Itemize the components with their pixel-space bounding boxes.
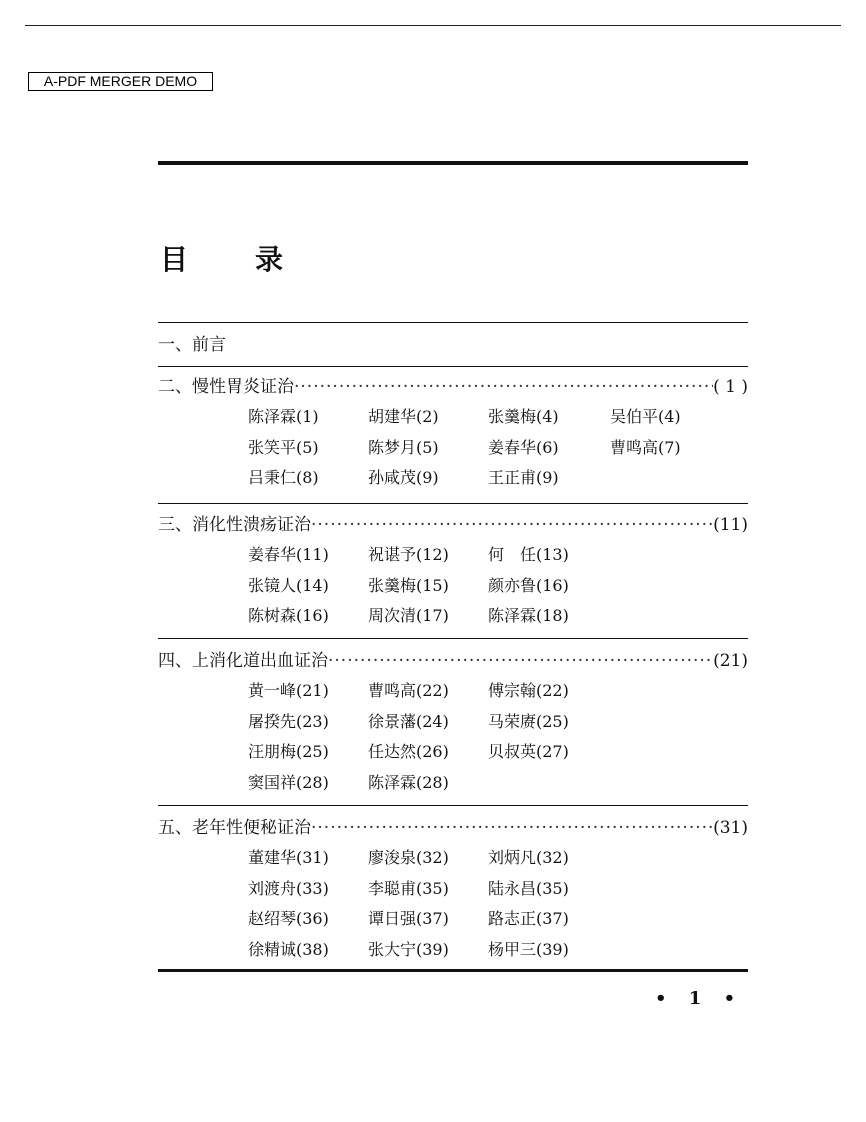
- toc-entry[interactable]: [158, 372, 748, 402]
- author-row: [158, 874, 748, 905]
- divider: [158, 503, 748, 504]
- leader-dots: [311, 510, 713, 540]
- toc-section: [158, 813, 748, 965]
- author-entry[interactable]: 张镜人(14): [248, 575, 329, 595]
- author-entry[interactable]: 赵绍琴(36): [248, 909, 329, 928]
- leader-dots: [328, 646, 713, 676]
- author-entry[interactable]: 董建华(31): [248, 848, 329, 867]
- author-entry[interactable]: 徐景藩(24): [368, 711, 449, 731]
- divider: [158, 638, 748, 639]
- toc-label: 三、消化性溃疡证治: [158, 515, 311, 535]
- author-entry[interactable]: 胡建华(2): [368, 407, 439, 426]
- author-entry[interactable]: 陈泽霖(28): [368, 772, 449, 792]
- author-row: [158, 676, 748, 707]
- author-entry[interactable]: 屠揆先(23): [248, 711, 329, 731]
- author-entry[interactable]: 陈泽霖(18): [488, 606, 569, 625]
- author-row: [158, 571, 748, 602]
- author-entry[interactable]: 祝谌予(12): [368, 545, 449, 564]
- author-entry[interactable]: 汪朋梅(25): [248, 742, 329, 761]
- divider: [158, 366, 748, 367]
- author-entry[interactable]: 吕秉仁(8): [248, 468, 319, 487]
- watermark-label: A-PDF MERGER DEMO: [28, 72, 213, 91]
- toc-label: 一、前言: [158, 335, 226, 355]
- toc-section: [158, 646, 748, 798]
- toc-page: ( 1 ): [713, 377, 748, 397]
- author-entry[interactable]: 周次清(17): [368, 606, 449, 625]
- author-row: [158, 737, 748, 768]
- toc-entry[interactable]: [158, 813, 748, 843]
- author-row: [158, 463, 748, 494]
- author-entry[interactable]: 路志正(37): [488, 909, 569, 928]
- author-entry[interactable]: 曹鸣高(7): [610, 437, 681, 457]
- author-entry[interactable]: 颜亦鲁(16): [488, 575, 569, 595]
- author-entry[interactable]: 王正甫(9): [488, 468, 559, 487]
- author-entry[interactable]: 马荣赓(25): [488, 711, 569, 731]
- title-char-1: 目: [160, 243, 189, 276]
- author-entry[interactable]: 谭日强(37): [368, 909, 449, 928]
- author-entry[interactable]: 曹鸣高(22): [368, 681, 449, 700]
- author-entry[interactable]: 张羹梅(15): [368, 575, 449, 595]
- author-entry[interactable]: 窦国祥(28): [248, 772, 329, 792]
- toc-section: [158, 372, 748, 494]
- toc-page: (11): [713, 515, 748, 535]
- author-entry[interactable]: 姜春华(11): [248, 545, 329, 564]
- top-rule: [25, 25, 841, 26]
- author-row: [158, 707, 748, 738]
- author-row: [158, 768, 748, 799]
- author-entry[interactable]: 张大宁(39): [368, 939, 449, 959]
- author-entry[interactable]: 陈泽霖(1): [248, 407, 319, 426]
- author-entry[interactable]: 廖浚泉(32): [368, 848, 449, 867]
- author-entry[interactable]: 何 任(13): [488, 545, 569, 564]
- author-row: [158, 540, 748, 571]
- author-entry[interactable]: 陈梦月(5): [368, 437, 439, 457]
- author-row: [158, 935, 748, 966]
- author-entry[interactable]: 黄一峰(21): [248, 681, 329, 700]
- author-entry[interactable]: 张笑平(5): [248, 437, 319, 457]
- divider: [158, 969, 748, 972]
- author-entry[interactable]: 陈树森(16): [248, 606, 329, 625]
- toc-entry[interactable]: [158, 510, 748, 540]
- page-number: • 1 •: [655, 988, 744, 1009]
- toc-label: 四、上消化道出血证治: [158, 651, 328, 671]
- author-entry[interactable]: 张羹梅(4): [488, 407, 559, 426]
- author-entry[interactable]: 杨甲三(39): [488, 939, 569, 959]
- leader-dots: [311, 813, 713, 843]
- toc-entry-preface[interactable]: [158, 330, 748, 360]
- author-entry[interactable]: 徐精诚(38): [248, 939, 329, 959]
- author-row: [158, 904, 748, 935]
- author-entry[interactable]: 任达然(26): [368, 742, 449, 761]
- toc-label: 二、慢性胃炎证治: [158, 377, 294, 397]
- author-row: [158, 402, 748, 433]
- toc-entry[interactable]: [158, 646, 748, 676]
- divider: [158, 805, 748, 806]
- author-entry[interactable]: 傅宗翰(22): [488, 681, 569, 700]
- header-rule: [158, 161, 748, 165]
- author-entry[interactable]: 贝叔英(27): [488, 742, 569, 761]
- author-row: [158, 843, 748, 874]
- author-entry[interactable]: 姜春华(6): [488, 437, 559, 457]
- toc-page: (21): [713, 651, 748, 671]
- title-char-2: 录: [255, 243, 284, 276]
- author-entry[interactable]: 孙咸茂(9): [368, 468, 439, 487]
- toc-section: [158, 510, 748, 632]
- author-row: [158, 601, 748, 632]
- author-row: [158, 433, 748, 464]
- leader-dots: [294, 372, 713, 402]
- author-entry[interactable]: 陆永昌(35): [488, 878, 569, 898]
- divider: [158, 322, 748, 323]
- author-entry[interactable]: 吴伯平(4): [610, 407, 681, 426]
- author-entry[interactable]: 刘炳凡(32): [488, 848, 569, 867]
- toc-page: (31): [713, 818, 748, 838]
- toc-label: 五、老年性便秘证治: [158, 818, 311, 838]
- author-entry[interactable]: 李聪甫(35): [368, 878, 449, 898]
- author-entry[interactable]: 刘渡舟(33): [248, 878, 329, 898]
